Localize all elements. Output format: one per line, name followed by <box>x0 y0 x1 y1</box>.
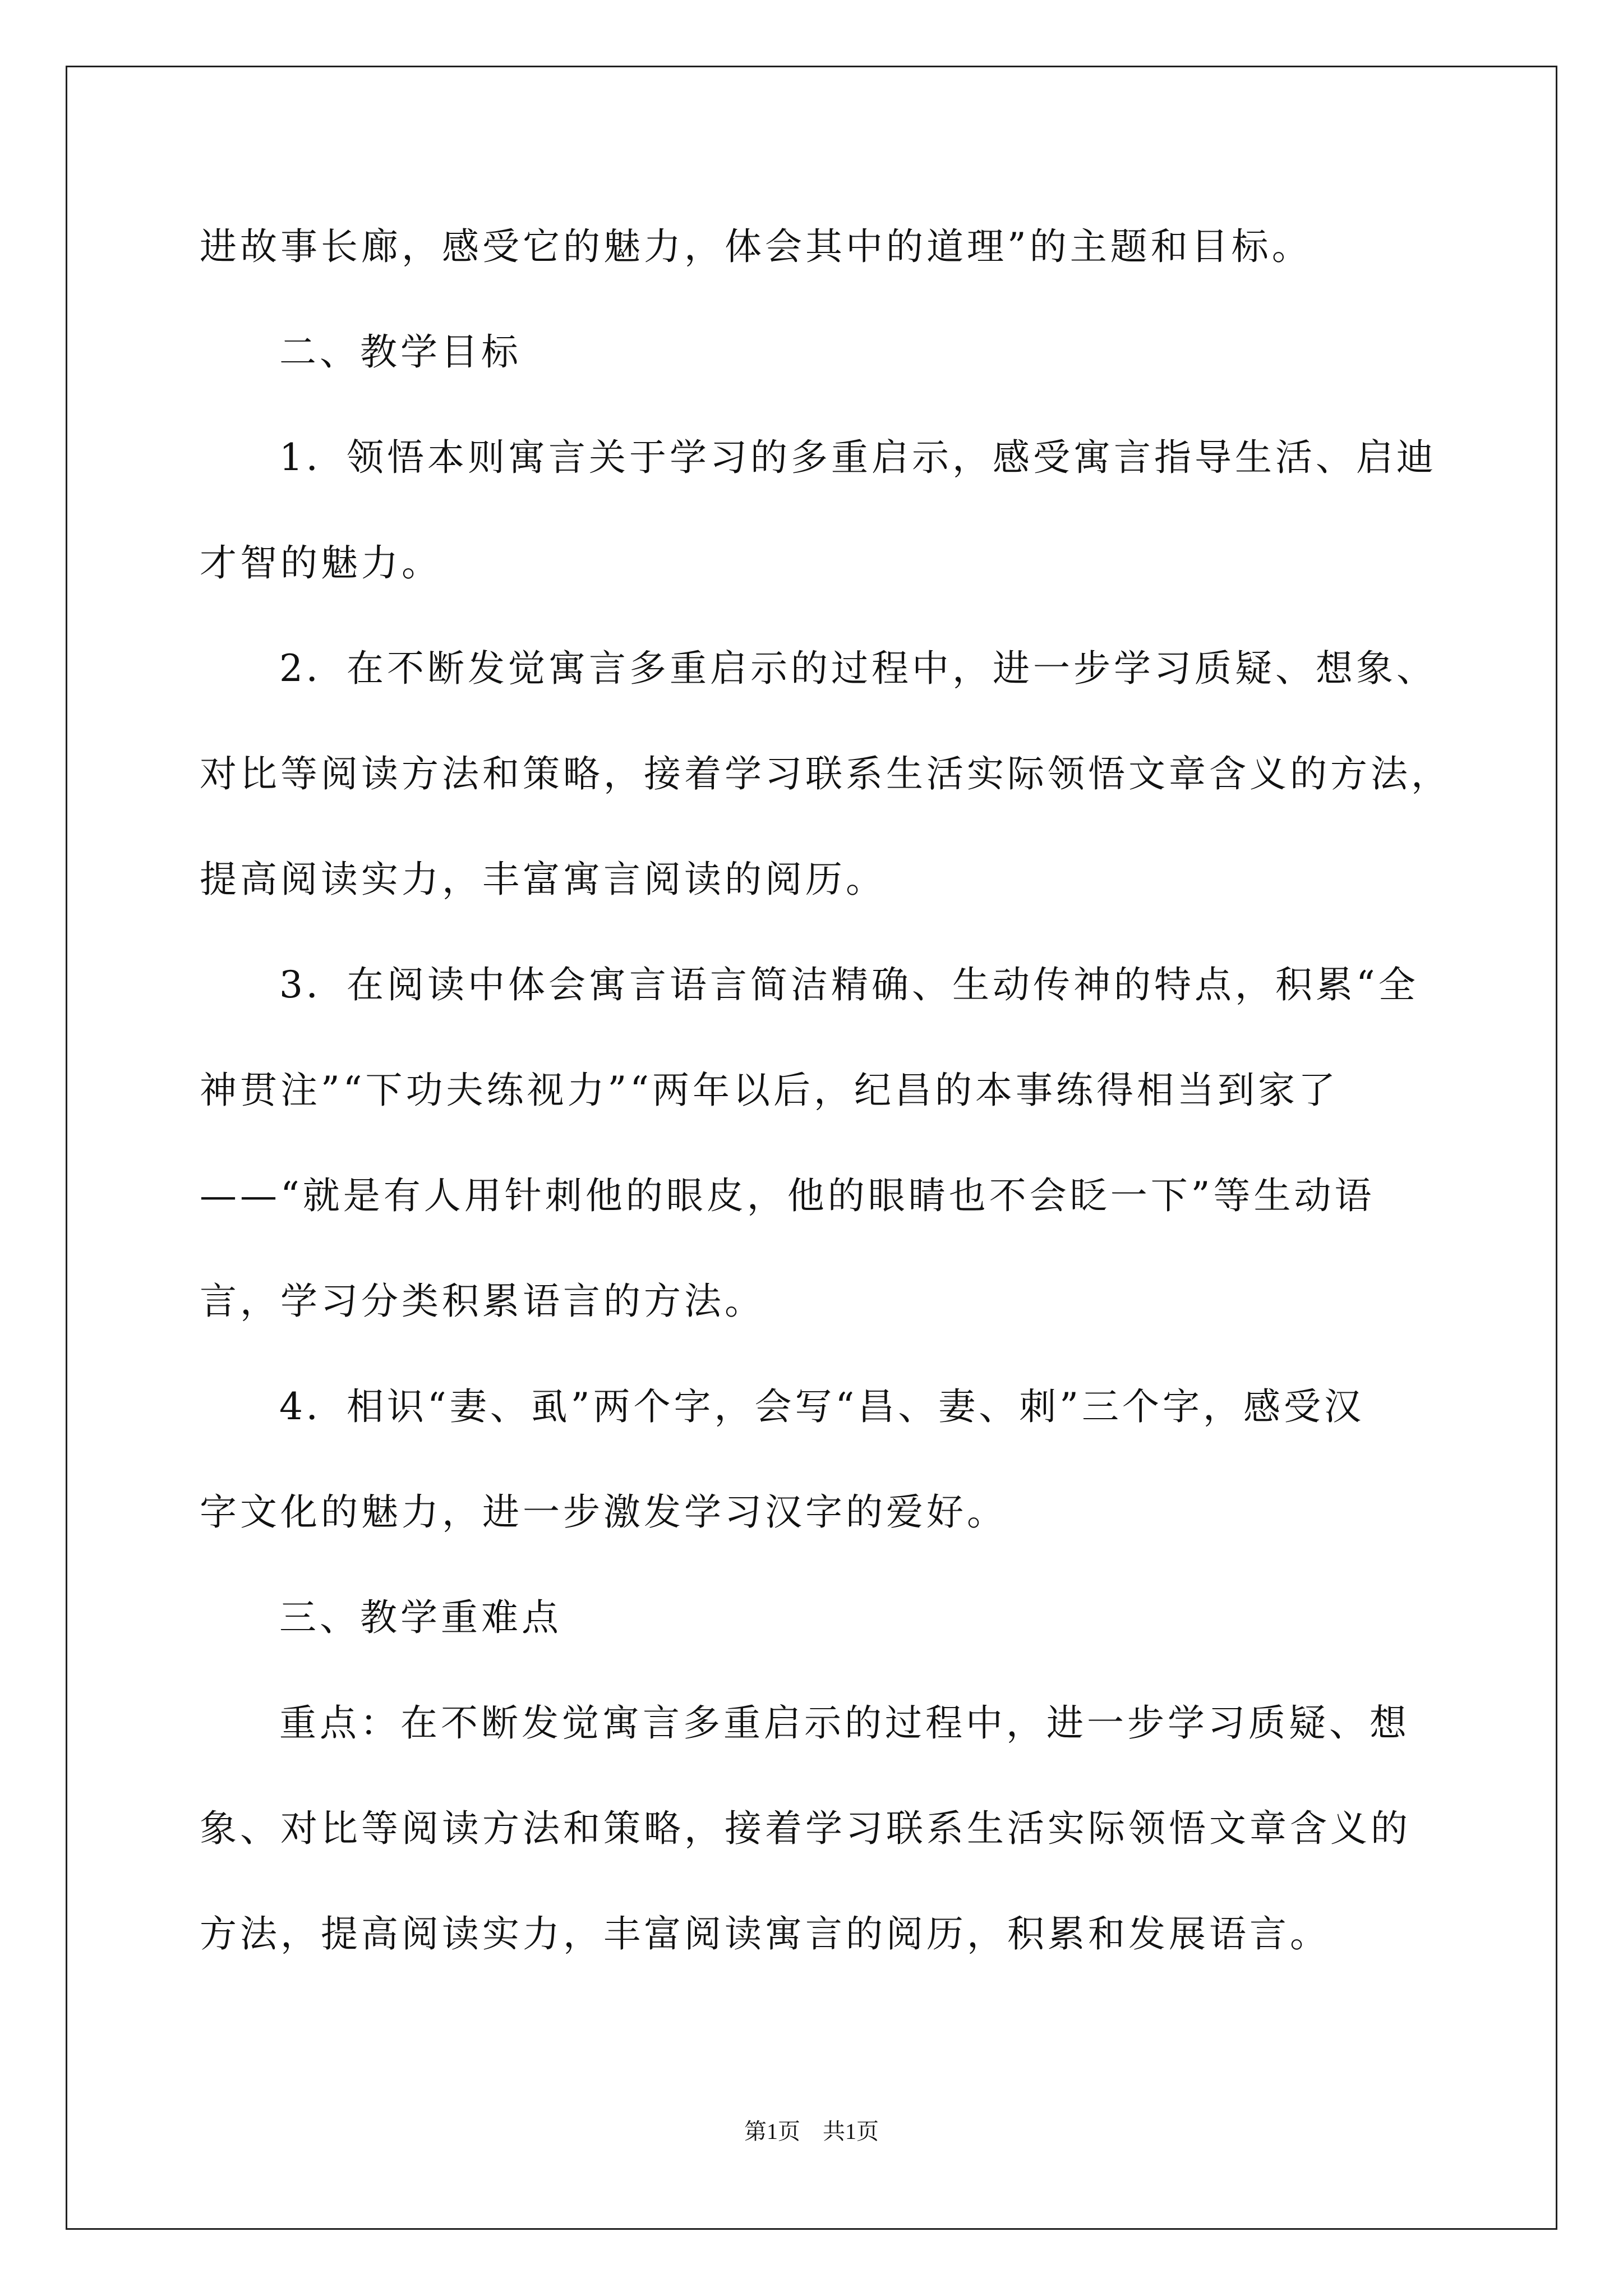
text-line: ——“就是有人用针刺他的眼皮，他的眼睛也不会眨一下”等生动语 <box>200 1174 1375 1217</box>
section-heading: 二、教学目标 <box>279 330 522 374</box>
text-line: 重点：在不断发觉寓言多重启示的过程中，进一步学习质疑、想 <box>279 1701 1410 1745</box>
text-line: 方法，提高阅读实力，丰富阅读寓言的阅历，积累和发展语言。 <box>200 1912 1330 1955</box>
text-line: 2．在不断发觉寓言多重启示的过程中，进一步学习质疑、想象、 <box>279 647 1437 690</box>
text-line: 1．领悟本则寓言关于学习的多重启示，感受寓言指导生活、启迪 <box>279 436 1437 479</box>
text-line: 字文化的魅力，进一步激发学习汉字的爱好。 <box>200 1490 1007 1534</box>
section-heading: 三、教学重难点 <box>279 1596 562 1639</box>
text-line: 才智的魅力。 <box>200 541 442 585</box>
page-number: 第1页 共1页 <box>744 2119 879 2144</box>
text-line: 3．在阅读中体会寓言语言简洁精确、生动传神的特点，积累“全 <box>279 963 1419 1006</box>
text-line: 神贯注”“下功夫练视力”“两年以后，纪昌的本事练得相当到家了 <box>200 1069 1339 1112</box>
text-line: 进故事长廊，感受它的魅力，体会其中的道理”的主题和目标。 <box>200 225 1312 268</box>
text-line: 对比等阅读方法和策略，接着学习联系生活实际领悟文章含义的方法， <box>200 752 1451 795</box>
text-line: 言，学习分类积累语言的方法。 <box>200 1280 765 1323</box>
text-line: 提高阅读实力，丰富寓言阅读的阅历。 <box>200 858 886 901</box>
text-line: 象、对比等阅读方法和策略，接着学习联系生活实际领悟文章含义的 <box>200 1807 1411 1850</box>
text-line: 4．相识“妻、虱”两个字，会写“昌、妻、刺”三个字，感受汉 <box>279 1385 1364 1428</box>
